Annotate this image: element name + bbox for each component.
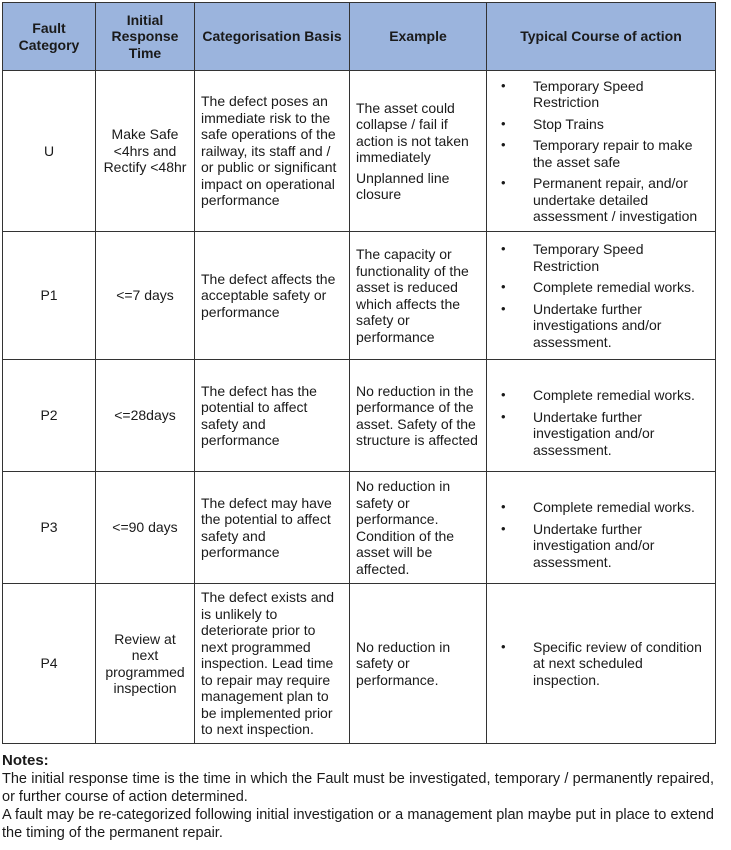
bullet-icon: • (501, 387, 506, 402)
bullet-icon: • (501, 137, 506, 152)
list-item (493, 409, 709, 459)
fault-category-table (2, 2, 716, 744)
action-text: Temporary Speed Restriction (533, 77, 644, 110)
example-cell: The capacity or functionality of the asset is reduced which affects the safety or performance (350, 232, 487, 360)
course-of-action-cell (487, 472, 716, 584)
header-fault-category: Fault Category (3, 3, 96, 71)
note-line: A fault may be re-categorized following initial investigation or a management plan maybe put in place to extend the timing of the permanent repair. (2, 807, 714, 841)
response-time-cell: Review at next programmed inspection (96, 584, 195, 744)
basis-cell: The defect affects the acceptable safety or performance (195, 232, 350, 360)
header-example: Example (350, 3, 487, 71)
action-text: Complete remedial works. (533, 279, 695, 295)
table-row (3, 472, 716, 584)
example-text: The asset could collapse / fail if action is not taken immediately (356, 99, 469, 165)
list-item (493, 499, 709, 516)
bullet-icon: • (501, 115, 506, 131)
list-item (493, 279, 709, 296)
action-text: Undertake further investigations and/or assessment. (533, 300, 662, 350)
course-of-action-cell (487, 71, 716, 232)
category-cell: P2 (3, 360, 96, 472)
table-row (3, 584, 716, 744)
bullet-icon: • (501, 408, 506, 424)
basis-cell: The defect may have the potential to affect safety and performance (195, 472, 350, 584)
example-text-secondary: Unplanned line closure (356, 169, 450, 202)
course-of-action-cell (487, 232, 716, 360)
notes-section (2, 752, 714, 842)
list-item (493, 116, 709, 133)
bullet-icon: • (501, 300, 506, 316)
response-time-cell: <=90 days (96, 472, 195, 584)
example-cell: No reduction in safety or performance. Condition of the asset will be affected. (350, 472, 487, 584)
action-text: Temporary repair to make the asset safe (533, 137, 693, 170)
list-item (493, 241, 709, 274)
header-course-of-action: Typical Course of action (487, 3, 716, 71)
response-time-cell: <=28days (96, 360, 195, 472)
bullet-icon: • (501, 241, 506, 256)
bullet-icon: • (501, 638, 506, 654)
example-cell: No reduction in safety or performance. (350, 584, 487, 744)
action-text: Complete remedial works. (533, 499, 695, 515)
list-item (493, 175, 709, 225)
list-item (493, 639, 709, 689)
list-item (493, 301, 709, 351)
category-cell: U (3, 71, 96, 232)
basis-cell: The defect has the potential to affect safety and performance (195, 360, 350, 472)
action-text: Specific review of condition at next scheduled inspection. (533, 638, 702, 688)
action-text: Temporary Speed Restriction (533, 241, 644, 274)
header-categorisation-basis: Categorisation Basis (195, 3, 350, 71)
category-cell: P3 (3, 472, 96, 584)
example-cell: No reduction in the performance of the asset. Safety of the structure is affected (350, 360, 487, 472)
action-text: Undertake further investigation and/or assessment. (533, 520, 655, 570)
course-of-action-cell (487, 360, 716, 472)
action-text: Complete remedial works. (533, 387, 695, 403)
bullet-icon: • (501, 499, 506, 514)
action-text: Permanent repair, and/or undertake detailed assessment / investigation (533, 175, 698, 224)
bullet-icon: • (501, 77, 506, 93)
list-item (493, 521, 709, 571)
header-initial-response-time: Initial Response Time (96, 3, 195, 71)
list-item (493, 387, 709, 404)
basis-cell: The defect exists and is unlikely to deteriorate prior to next programmed inspection. Lead time to repair may require management plan to be implemented prior to next inspection. (195, 584, 350, 744)
action-text: Undertake further investigation and/or assessment. (533, 408, 655, 458)
notes-title: Notes: (2, 752, 49, 769)
table-row (3, 71, 716, 232)
bullet-icon: • (501, 279, 506, 294)
example-cell (350, 71, 487, 232)
action-text: Stop Trains (533, 115, 604, 132)
response-time-cell: <=7 days (96, 232, 195, 360)
bullet-icon: • (501, 175, 506, 190)
bullet-icon: • (501, 520, 506, 536)
table-row (3, 232, 716, 360)
response-time-cell: Make Safe <4hrs and Rectify <48hr (96, 71, 195, 232)
table-row (3, 360, 716, 472)
note-line: The initial response time is the time in which the Fault must be investigated, temporary / permanently repaired, or further course of action determined. (2, 771, 714, 805)
list-item (493, 78, 709, 111)
list-item (493, 137, 709, 170)
category-cell: P1 (3, 232, 96, 360)
course-of-action-cell (487, 584, 716, 744)
header-row (3, 3, 716, 71)
category-cell: P4 (3, 584, 96, 744)
basis-cell: The defect poses an immediate risk to the safe operations of the railway, its staff and / or public or significant impact on operational performance (195, 71, 350, 232)
